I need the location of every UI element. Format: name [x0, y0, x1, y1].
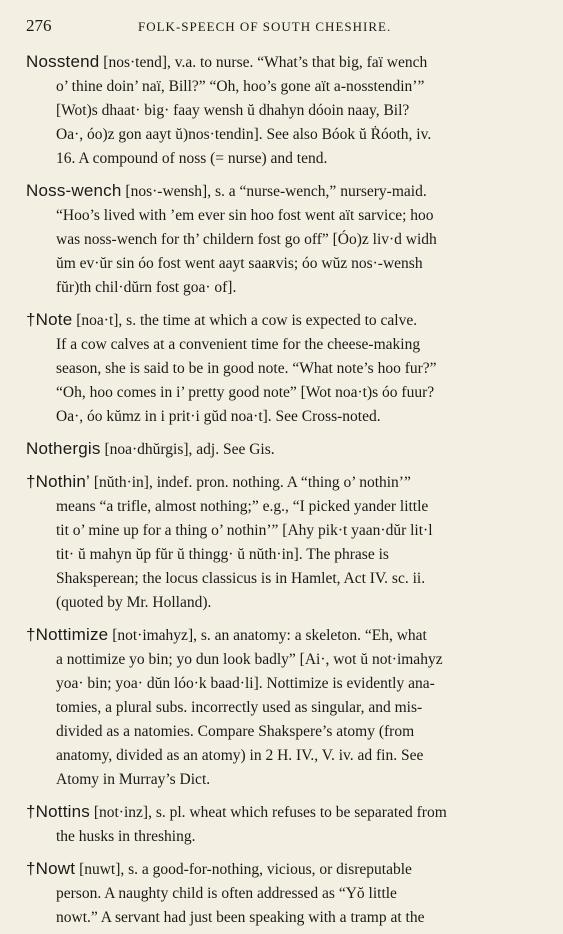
entry-line: “Oh, hoo comes in i’ pretty good note” [Wot noa·t)s óo fuur?: [56, 384, 435, 401]
dictionary-entry: [26, 179, 539, 300]
entry-line: 16. A compound of noss (= nurse) and tend.: [56, 150, 328, 167]
entry-line: Oa·, óo)z gon aayt ŭ)nos·tendin]. See also Bóok ŭ Ṙóoth, iv.: [56, 126, 432, 143]
dictionary-entry: [26, 800, 539, 849]
entry-line: divided as a natomies. Compare Shakspere’s atomy (from: [56, 723, 415, 740]
entry-line: “Hoo’s lived with ’em ever sin hoo fost went aït sarvice; hoo: [56, 207, 434, 224]
dictionary-entry: [26, 623, 539, 792]
dictionary-entry: [26, 308, 539, 429]
entries-list: [26, 50, 539, 930]
dictionary-entry: [26, 470, 539, 615]
entry-line: fŭr)th chil·dŭrn fost goa· of].: [56, 279, 237, 296]
entry-first-line: †Nowt [nuwt], s. a good-for-nothing, vicious, or disreputable: [26, 859, 412, 878]
entry-line: person. A naughty child is often addressed as “Yŏ little: [56, 885, 397, 902]
entry-first-line: †Nottins [not·inz], s. pl. wheat which refuses to be separated from: [26, 802, 447, 821]
entry-line: season, she is said to be in good note. “What note’s hoo fur?”: [56, 360, 437, 377]
entry-line: tit o’ mine up for a thing o’ nothin’” [Ahy pik·t yaan·dŭr lit·l: [56, 522, 433, 539]
entry-first-line: †Nothin’ [nŭth·in], indef. pron. nothing. A “thing o’ nothin’”: [26, 472, 411, 491]
entry-line: ŭm ev·ŭr sin óo fost went aayt saaʀvis; óo wŭz nos·-wensh: [56, 255, 423, 272]
entry-line: was noss-wench for th’ childern fost go off” [Óo)z liv·d widh: [56, 231, 437, 248]
headword: †Nottimize: [26, 625, 109, 644]
entry-line: yoa· bin; yoa· dŭn lóo·k baad·li]. Nottimize is evidently ana-: [56, 675, 435, 692]
entry-line: tomies, a plural subs. incorrectly used as singular, and mis-: [56, 699, 423, 716]
entry-first-line: Nosstend [nos·tend], v.a. to nurse. “What’s that big, faï wench: [26, 52, 428, 71]
entry-line: Atomy in Murray’s Dict.: [56, 771, 211, 788]
headword: Nosstend: [26, 52, 100, 71]
headword: †Nothin’: [26, 472, 90, 491]
entry-line: means “a trifle, almost nothing;” e.g., “I picked yander little: [56, 498, 429, 515]
running-head: [26, 16, 539, 38]
page-number: 276: [26, 16, 52, 35]
dictionary-entry: [26, 50, 539, 171]
headword: Nothergis: [26, 439, 101, 458]
headword: †Nottins: [26, 802, 90, 821]
entry-first-line: Noss-wench [nos·-wensh], s. a “nurse-wench,” nursery-maid.: [26, 181, 427, 200]
entry-line: tit· ŭ mahyn ŭp fŭr ŭ thingg· ŭ nŭth·in]. The phrase is: [56, 546, 389, 563]
entry-line: anatomy, divided as an atomy) in 2 H. IV., V. iv. ad fin. See: [56, 747, 424, 764]
entry-first-line: †Note [noa·t], s. the time at which a cow is expected to calve.: [26, 310, 418, 329]
entry-line: [Wot)s dhaat· big· faay wensh ŭ dhahyn dóoin naay, Bil?: [56, 102, 410, 119]
entry-line: Shaksperean; the locus classicus is in Hamlet, Act IV. sc. ii.: [56, 570, 426, 587]
entry-line: nowt.” A servant had just been speaking with a tramp at the: [56, 909, 425, 926]
headword: †Nowt: [26, 859, 76, 878]
entry-first-line: Nothergis [noa·dhŭrgis], adj. See Gis.: [26, 439, 275, 458]
entry-line: (quoted by Mr. Holland).: [56, 594, 212, 611]
entry-line: If a cow calves at a convenient time for the cheese-making: [56, 336, 421, 353]
dictionary-entry: [26, 437, 539, 462]
entry-line: Oa·, óo kŭmz in i prit·i gŭd noa·t]. See Cross-noted.: [56, 408, 381, 425]
headword: †Note: [26, 310, 73, 329]
entry-line: o’ thine doin’ naï, Bill?” “Oh, hoo’s gone aït a-nosstendin’”: [56, 78, 425, 95]
headword: Noss-wench: [26, 181, 122, 200]
running-title: FOLK-SPEECH OF SOUTH CHESHIRE.: [138, 19, 392, 34]
entry-first-line: †Nottimize [not·imahyz], s. an anatomy: a skeleton. “Eh, what: [26, 625, 427, 644]
dictionary-entry: [26, 857, 539, 930]
entry-line: a nottimize yo bin; yo dun look badly” [Ai·, wot ŭ not·imahyz: [56, 651, 443, 668]
entry-line: the husks in threshing.: [56, 828, 196, 845]
